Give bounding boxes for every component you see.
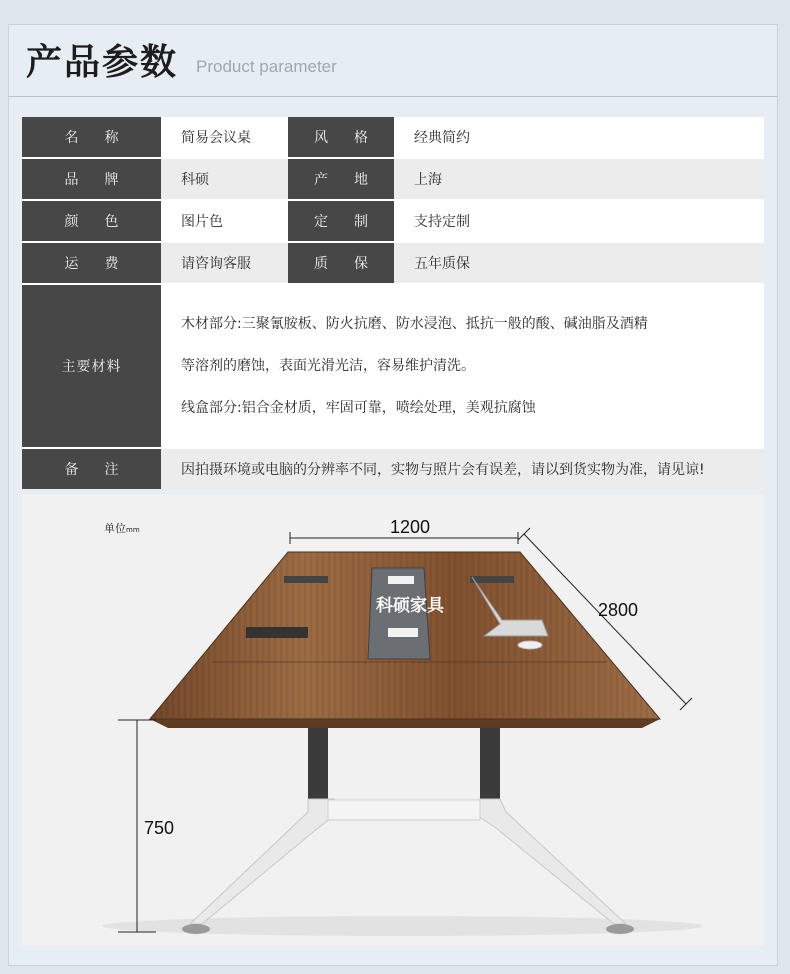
param-value-custom: 支持定制 [394,200,764,242]
height-value: 750 [144,818,175,838]
param-label-warranty: 质保 [288,242,394,284]
section-title: 产品参数 [26,42,179,83]
table-row [22,200,764,242]
param-label-material: 主要材料 [22,284,161,448]
material-line: 木材部分:三聚氰胺板、防火抗磨、防水浸泡、抵抗一般的酸、碱油脂及酒精 [181,316,648,332]
param-value-color: 图片色 [161,200,288,242]
param-value-note: 因拍摄环境或电脑的分辨率不同，实物与照片会有误差，请以到货实物为准，请见谅! [161,448,764,489]
param-label-style: 风格 [288,117,394,158]
param-label-name: 名称 [22,117,161,158]
parameter-table [22,117,764,489]
width-value: 1200 [390,517,431,537]
length-value: 2800 [598,600,639,620]
param-value-warranty: 五年质保 [394,242,764,284]
table-illustration [22,494,764,946]
table-row [22,284,764,448]
table-row [22,158,764,200]
param-value-origin: 上海 [394,158,764,200]
material-line: 等溶剂的磨蚀，表面光滑光洁，容易维护清洗。 [181,358,475,374]
unit-label [104,520,140,536]
param-value-brand: 科硕 [161,158,288,200]
product-dimension-image [22,494,764,946]
param-label-color: 颜色 [22,200,161,242]
material-line: 线盒部分:铝合金材质，牢固可靠，喷绘处理，美观抗腐蚀 [181,400,536,416]
param-label-note: 备注 [22,448,161,489]
section-subtitle: Product parameter [196,57,337,76]
param-label-origin: 产地 [288,158,394,200]
param-value-material [161,284,764,448]
param-label-shipping: 运费 [22,242,161,284]
param-value-shipping: 请咨询客服 [161,242,288,284]
param-value-style: 经典简约 [394,117,764,158]
table-row [22,117,764,158]
table-top [150,552,660,728]
param-label-custom: 定制 [288,200,394,242]
unit-text: 单位 [104,522,126,535]
table-row [22,448,764,489]
param-label-brand: 品牌 [22,158,161,200]
table-row [22,242,764,284]
section-header [8,24,777,97]
watermark-text: 科硕家具 [376,596,444,616]
unit-value: mm [126,526,140,534]
table-legs [182,726,634,934]
param-value-name: 简易会议桌 [161,117,288,158]
